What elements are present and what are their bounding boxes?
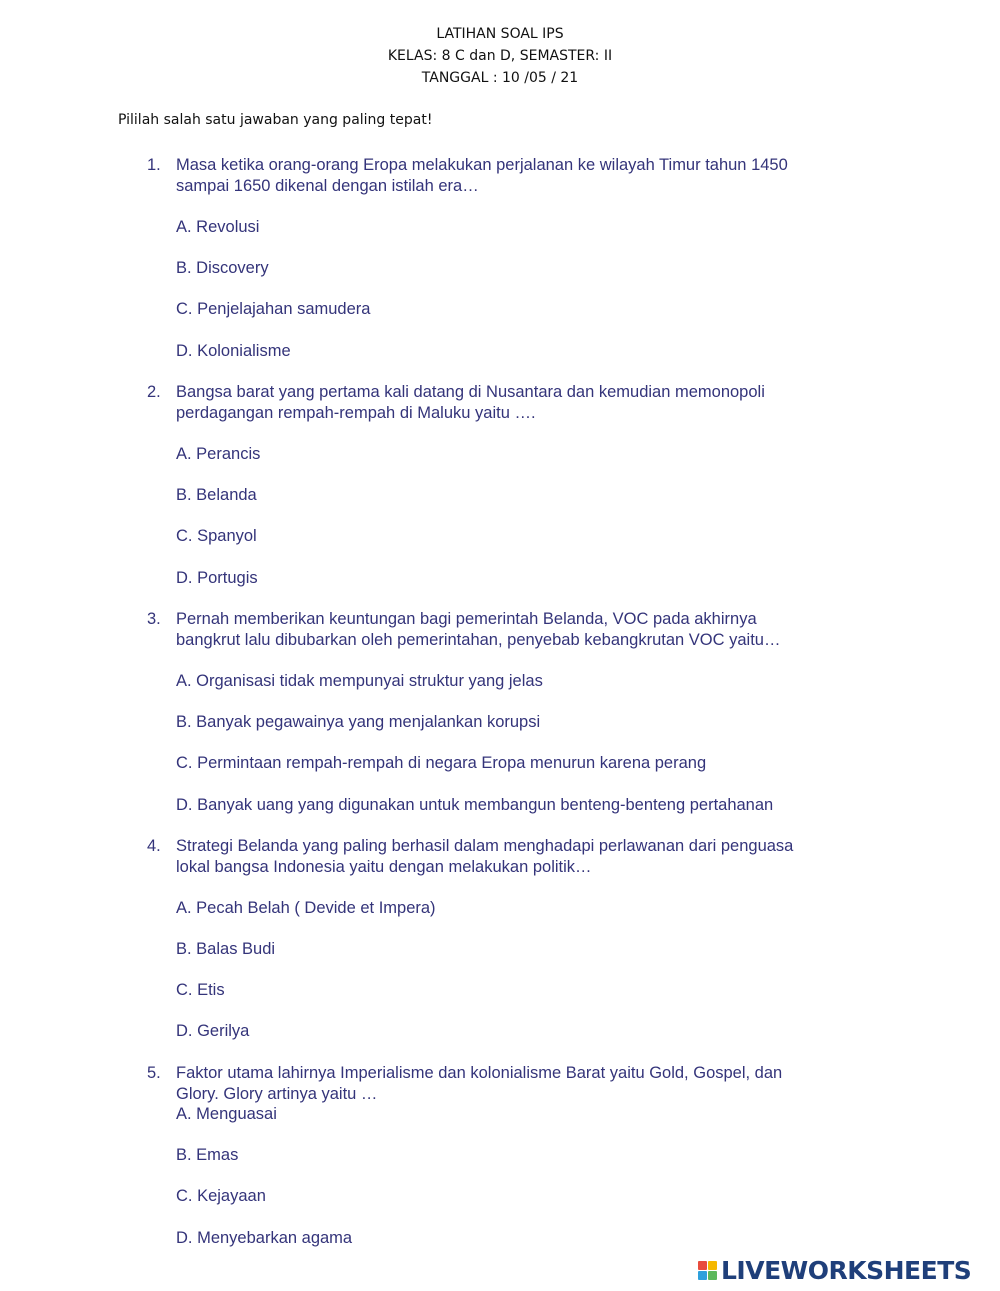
question-text: Strategi Belanda yang paling berhasil dalam menghadapi perlawanan dari penguasa xyxy=(176,837,794,855)
class-semester: KELAS: 8 C dan D, SEMASTER: II xyxy=(387,48,613,64)
answer-option[interactable]: D. Gerilya xyxy=(176,1022,250,1040)
answer-option[interactable]: A. Revolusi xyxy=(176,218,260,236)
question-text: Glory. Glory artinya yaitu … xyxy=(176,1085,378,1103)
question-number: 1. xyxy=(147,156,161,174)
question-text: Bangsa barat yang pertama kali datang di Nusantara dan kemudian memonopoli xyxy=(176,383,765,401)
question-number: 3. xyxy=(147,610,161,628)
question-text: Masa ketika orang-orang Eropa melakukan perjalanan ke wilayah Timur tahun 1450 xyxy=(176,156,788,174)
answer-option[interactable]: D. Menyebarkan agama xyxy=(176,1229,353,1247)
answer-option[interactable]: B. Belanda xyxy=(176,486,257,504)
question-text: Pernah memberikan keuntungan bagi pemerintah Belanda, VOC pada akhirnya xyxy=(176,610,757,628)
question-number: 2. xyxy=(147,383,161,401)
logo-block xyxy=(698,1261,707,1270)
question-text: sampai 1650 dikenal dengan istilah era… xyxy=(176,177,479,195)
worksheet-date: TANGGAL : 10 /05 / 21 xyxy=(421,70,579,86)
logo-blocks-icon xyxy=(698,1261,717,1280)
question-text: bangkrut lalu dibubarkan oleh pemerintahan, penyebab kebangkrutan VOC yaitu… xyxy=(176,631,781,649)
answer-option[interactable]: C. Penjelajahan samudera xyxy=(176,300,371,318)
question-text: Faktor utama lahirnya Imperialisme dan kolonialisme Barat yaitu Gold, Gospel, dan xyxy=(176,1064,783,1082)
answer-option[interactable]: D. Portugis xyxy=(176,569,258,587)
answer-option[interactable]: B. Discovery xyxy=(176,259,269,277)
question-number: 4. xyxy=(147,837,161,855)
worksheet-title: LATIHAN SOAL IPS xyxy=(436,26,564,42)
answer-option[interactable]: A. Organisasi tidak mempunyai struktur yang jelas xyxy=(176,672,543,690)
logo-text: LIVEWORKSHEETS xyxy=(721,1255,972,1285)
answer-option[interactable]: B. Banyak pegawainya yang menjalankan korupsi xyxy=(176,713,541,731)
answer-option[interactable]: C. Spanyol xyxy=(176,527,257,545)
answer-option[interactable]: C. Etis xyxy=(176,981,225,999)
question-text: perdagangan rempah-rempah di Maluku yaitu …. xyxy=(176,404,536,422)
answer-option[interactable]: D. Kolonialisme xyxy=(176,342,291,360)
instructions: Pililah salah satu jawaban yang paling tepat! xyxy=(118,112,433,128)
answer-option[interactable]: B. Balas Budi xyxy=(176,940,276,958)
answer-option[interactable]: B. Emas xyxy=(176,1146,239,1164)
logo-block xyxy=(708,1271,717,1280)
answer-option[interactable]: D. Banyak uang yang digunakan untuk membangun benteng-benteng pertahanan xyxy=(176,796,774,814)
answer-option[interactable]: A. Pecah Belah ( Devide et Impera) xyxy=(176,899,436,917)
answer-option[interactable]: C. Permintaan rempah-rempah di negara Eropa menurun karena perang xyxy=(176,754,707,772)
logo-block xyxy=(698,1271,707,1280)
answer-option[interactable]: C. Kejayaan xyxy=(176,1187,266,1205)
answer-option[interactable]: A. Perancis xyxy=(176,445,261,463)
logo-block xyxy=(708,1261,717,1270)
question-number: 5. xyxy=(147,1064,161,1082)
answer-option[interactable]: A. Menguasai xyxy=(176,1105,277,1123)
question-text: lokal bangsa Indonesia yaitu dengan melakukan politik… xyxy=(176,858,592,876)
liveworksheets-logo xyxy=(698,1256,971,1284)
